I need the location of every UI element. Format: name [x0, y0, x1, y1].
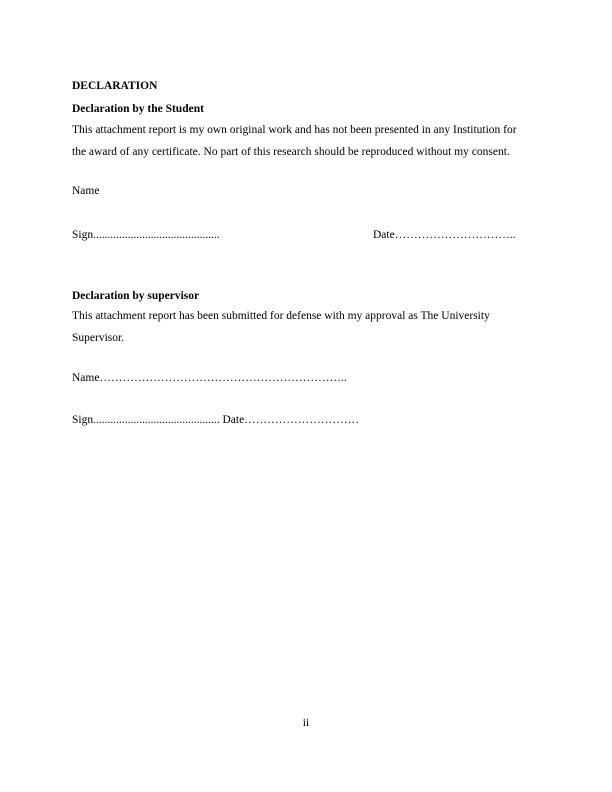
student-sign-line: Sign............................................ — [72, 229, 220, 241]
supervisor-declaration-line-2: Supervisor. — [72, 332, 125, 344]
supervisor-name-line: Name……………………………………………………….. — [72, 372, 347, 384]
supervisor-declaration-line-1: This attachment report has been submitted for defense with my approval as The University — [72, 310, 490, 322]
student-declaration-line-2: the award of any certificate. No part of this research should be reproduced without my consent. — [72, 146, 510, 158]
supervisor-declaration-title: Declaration by supervisor — [72, 290, 200, 302]
page-number: ii — [302, 717, 310, 729]
student-date-line: Date………………………….. — [373, 229, 516, 241]
student-name-label: Name — [72, 185, 100, 197]
student-declaration-title: Declaration by the Student — [72, 103, 204, 115]
supervisor-sign-date-line: Sign............................................ Date………………………… — [72, 414, 360, 426]
page-heading: DECLARATION — [72, 80, 158, 92]
student-declaration-line-1: This attachment report is my own original work and has not been presented in any Institution for — [72, 124, 517, 136]
